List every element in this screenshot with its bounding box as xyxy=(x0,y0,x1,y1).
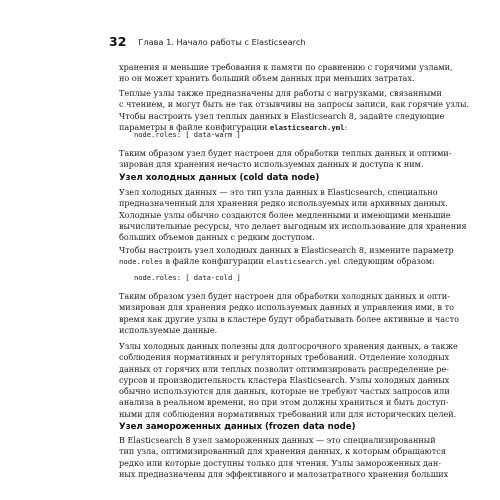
inline-text: следующим образом: xyxy=(341,256,435,267)
text-line: тип узла, оптимизированный для хранения данных, к которым обращаются xyxy=(119,446,446,457)
text-line: анализа в реальном времени, но при этом должны храниться и быть доступ- xyxy=(119,397,449,408)
text-line: Таким образом узел будет настроен для обработки теплых данных и оптими- xyxy=(119,148,452,158)
text-line: Холодные узлы обычно создаются более медленными и имеющими меньшие xyxy=(119,209,451,220)
text-line: В Elasticsearch 8 узел замороженных данных — это специализированный xyxy=(119,435,436,445)
text-line xyxy=(119,256,435,267)
text-line: используемые данные. xyxy=(119,324,218,335)
text-line: ными для соблюдения нормативных требований или для исторических целей. xyxy=(119,408,457,419)
inline-text: : xyxy=(344,121,348,132)
text-line: Чтобы настроить узел теплых данных в Elasticsearch 8, задайте следующие xyxy=(119,110,445,121)
text-line: Узлы холодных данных полезны для долгосрочного хранения данных, а также xyxy=(119,341,458,351)
text-line: соблюдения нормативных и регуляторных требований. Отделение холодных xyxy=(119,352,450,363)
text-line: но он может хранить больший объем данных при меньших затратах. xyxy=(119,73,415,84)
code-block-cold: node.roles: [ data-cold ] xyxy=(134,273,241,282)
inline-code-filename: elasticsearch.yml xyxy=(266,257,342,267)
paragraph-2 xyxy=(119,88,469,133)
section-heading-cold: Узел холодных данных (cold data node) xyxy=(119,173,320,183)
text-line: хранения и меньшие требования к памяти по сравнению с горячими узлами, xyxy=(119,62,453,72)
text-line: зирован для хранения нечасто используемых данных и доступа к ним. xyxy=(119,159,424,170)
paragraph-5 xyxy=(119,245,454,268)
inline-text: в файле конфигурации xyxy=(162,256,267,267)
paragraph-1 xyxy=(119,62,453,85)
text-line: мизирован для хранения редко используемых данных и управления ими, в то xyxy=(119,302,454,313)
text-line: ных предназначены для эффективного и малозатратного хранения больших xyxy=(119,468,449,479)
paragraph-6 xyxy=(119,291,459,336)
chapter-title: Глава 1. Начало работы с Elasticsearch xyxy=(138,37,306,47)
page-number: 32 xyxy=(109,34,127,49)
inline-text: параметры в файле конфигурации xyxy=(119,121,270,132)
text-line: сурсов и производительность кластера Elasticsearch. Узлы холодных данных xyxy=(119,374,450,385)
text-line: обычно используются для данных, которые не требуют частых запросов или xyxy=(119,386,450,397)
text-line: Узел холодных данных — это тип узла данных в Elasticsearch, специально xyxy=(119,187,438,197)
running-header xyxy=(109,31,306,50)
text-line: Теплые узлы также предназначены для работы с нагрузками, связанными xyxy=(119,88,442,98)
paragraph-7 xyxy=(119,341,458,420)
paragraph-4 xyxy=(119,187,467,243)
inline-code-filename: elasticsearch.yml xyxy=(269,122,345,132)
text-line: редко или которые доступны только для чтения. Узлы замороженных дан- xyxy=(119,457,441,468)
text-line: время как другие узлы в кластере будут обрабатывать более активные и часто xyxy=(119,313,459,324)
text-line: Чтобы настроить узел холодных данных в Elasticsearch 8, измените параметр xyxy=(119,245,454,255)
code-block-warm: node.roles: [ data-warm ] xyxy=(134,130,241,139)
paragraph-3 xyxy=(119,148,452,171)
inline-code: node.roles xyxy=(119,257,163,267)
text-line: предназначенный для хранения редко используемых или архивных данных. xyxy=(119,198,448,209)
text-line: вычислительные ресурсы, что делает выгодным их использование для хранения xyxy=(119,220,467,231)
text-line: с чтением, и могут быть не так отзывчивы на запросы записи, как горячие узлы. xyxy=(119,99,469,110)
paragraph-8 xyxy=(119,435,449,480)
text-line: больших объемов данных с редким доступом. xyxy=(119,232,315,243)
text-line: Таким образом узел будет настроен для обработки холодных данных и опти- xyxy=(119,291,450,301)
text-line: данных от горячих или теплых позволит оптимизировать распределение ре- xyxy=(119,363,449,374)
section-heading-frozen: Узел замороженных данных (frozen data node) xyxy=(119,422,356,432)
